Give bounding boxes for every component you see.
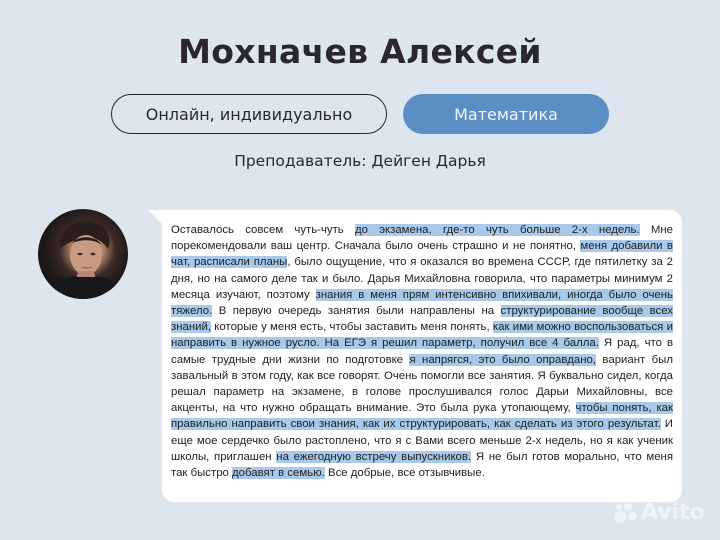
highlighted-phrase: добавят в семью. [232, 467, 325, 480]
review-text [171, 222, 673, 481]
format-badge [111, 94, 387, 134]
review-phrase: вариант был завальный в этом году, как все говорят. Очень помогли все занятия. Я буквально сидел, когда решал параметр на экзамене, в голове прослушивался голос Дарьи Михайловны, все акценты, на что нужно обращать внимание. Это была рука утопающему, [171, 353, 673, 415]
review-phrase: , было ощущение, что я оказался во времена СССР, где пятилетку за 2 дня, но на самого деле так и было. Дарья Михайловна говорила, что параметры минимум 2 месяца изучают, поэтому [171, 256, 673, 301]
highlighted-phrase: до экзамена, где-то чуть больше 2-х недель. [354, 224, 640, 236]
highlighted-phrase: я напрягся, это было оправдано, [409, 353, 597, 366]
highlighted-phrase: на ежегодную встречу выпускников. [276, 450, 472, 463]
highlighted-phrase: как ими можно воспользоваться и направить в нужное русло. На ЕГЭ я решил параметр, получил все 4 балла. [171, 321, 673, 350]
review-bubble [162, 210, 682, 502]
student-name: Мохначев Алексей [178, 32, 542, 71]
review-phrase: Мне порекомендовали ваш центр. Сначала было очень страшно и не понятно, [171, 224, 673, 253]
review-phrase: И еще мое сердечко было растоплено, что я с Вами всего меньше 2-х недель, но я как ученик школы, приглашен [171, 418, 673, 463]
review-phrase: Я рад, что в самые трудные дни жизни по подготовке [171, 337, 673, 366]
highlighted-phrase: знания в меня прям интенсивно впихивали, иногда было очень тяжело. [171, 288, 673, 318]
review-phrase: Оставалось совсем чуть-чуть [171, 224, 355, 236]
format-label: Онлайн, индивидуально [145, 104, 353, 124]
review-phrase: Я не был готов морально, что меня так быстро [171, 450, 673, 480]
review-phrase: В первую очередь занятия были направлены на [212, 305, 501, 318]
highlighted-phrase: чтобы понять, как правильно направить свои знания, как их структурировать, как сделать из этого результат. [171, 402, 673, 431]
avito-dots-icon [614, 502, 638, 524]
subject-label: Математика [454, 104, 558, 124]
highlighted-phrase: меня добавили в чат, расписали планы [171, 240, 673, 269]
student-photo-icon [38, 209, 128, 299]
review-phrase: Все добрые, все отзывчивые. [324, 467, 485, 480]
avito-text: Avito [641, 500, 705, 525]
avito-watermark [614, 500, 705, 525]
teacher-line: Преподаватель: Дейген Дарья [234, 152, 486, 170]
subject-badge [403, 94, 609, 134]
student-avatar [38, 209, 128, 299]
review-phrase: которые у меня есть, чтобы заставить меня понять, [211, 321, 493, 334]
highlighted-phrase: структурирование вообще всех знаний, [171, 305, 673, 334]
